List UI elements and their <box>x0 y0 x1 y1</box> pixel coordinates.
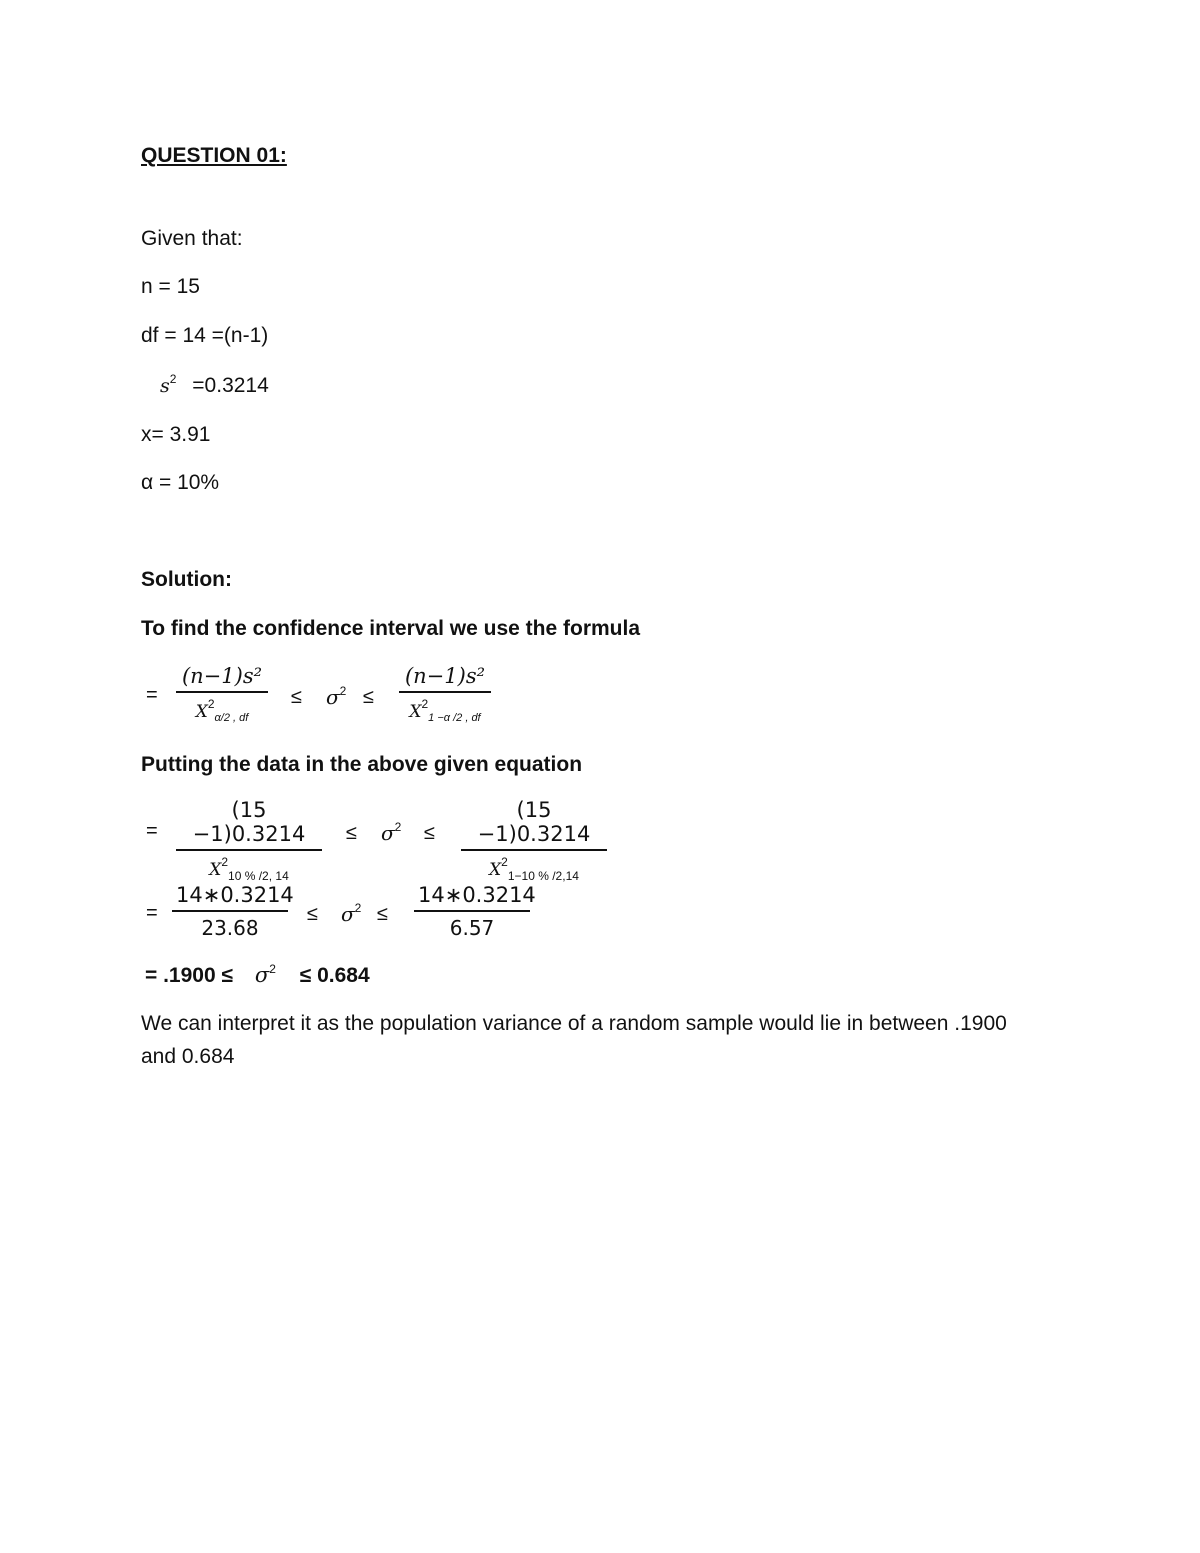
s-exponent: 2 <box>169 372 177 386</box>
given-s2 <box>160 372 269 398</box>
eq2-sigma <box>381 820 401 846</box>
sigma-exponent: 2 <box>354 901 362 915</box>
putting-intro: Putting the data in the above given equation <box>141 753 583 776</box>
s2-value: =0.3214 <box>192 374 269 397</box>
sigma-symbol: σ <box>341 902 355 926</box>
eq1-left-denominator <box>176 693 268 724</box>
eq3-left-fraction <box>172 883 294 940</box>
interpretation-line-1: We can interpret it as the population variance of a random sample would lie in between .1900 <box>141 1012 1007 1035</box>
result-right: ≤ 0.684 <box>299 964 370 987</box>
interpretation-line-2: and 0.684 <box>141 1045 235 1068</box>
sigma-exponent: 2 <box>339 684 347 698</box>
result-left: = .1900 ≤ <box>145 964 234 987</box>
chi-subscript: 10 % /2, 14 <box>228 869 289 883</box>
chi-symbol: X <box>489 860 502 880</box>
s-symbol: s <box>160 375 170 397</box>
eq2-le-left: ≤ <box>346 822 357 844</box>
eq3-sigma <box>341 901 361 927</box>
sigma-symbol: σ <box>254 963 270 987</box>
chi-exponent: 2 <box>421 697 429 711</box>
sigma-symbol: σ <box>381 821 395 845</box>
eq2-right-fraction <box>461 798 607 883</box>
chi-symbol: X <box>409 702 422 722</box>
page-title: QUESTION 01: <box>141 144 287 167</box>
chi-subscript: 1−10 % /2,14 <box>507 869 579 883</box>
eq3-le-left: ≤ <box>307 903 318 925</box>
chi-exponent: 2 <box>501 855 508 869</box>
eq1-left-numerator: (n−1)s² <box>176 664 268 693</box>
sigma-symbol: σ <box>326 685 340 709</box>
eq1-sigma <box>326 684 346 710</box>
eq2-equals: = <box>146 820 158 842</box>
chi-subscript: 1 −α /2 , df <box>428 712 481 724</box>
eq3-equals: = <box>146 902 158 924</box>
eq1-right-fraction <box>399 664 491 724</box>
eq2-right-denominator <box>461 851 607 883</box>
eq3-right-numerator: 14∗0.3214 <box>414 883 530 912</box>
given-x: x= 3.91 <box>141 423 211 446</box>
eq1-le-right: ≤ <box>363 686 374 708</box>
sigma-exponent: 2 <box>394 820 402 834</box>
chi-symbol: X <box>209 860 222 880</box>
solution-label: Solution: <box>141 568 232 591</box>
eq1-left-fraction <box>176 664 268 724</box>
chi-exponent: 2 <box>221 855 229 869</box>
eq1-equals: = <box>146 684 158 706</box>
result-sigma <box>255 964 276 987</box>
eq2-left-fraction <box>176 798 322 883</box>
eq1-right-denominator <box>399 693 491 724</box>
eq3-right-denominator: 6.57 <box>449 916 495 940</box>
chi-subscript: α/2 , df <box>214 712 249 724</box>
chi-symbol: X <box>195 702 208 722</box>
eq3-le-right: ≤ <box>377 903 388 925</box>
sigma-exponent: 2 <box>269 962 276 976</box>
eq1-le-left: ≤ <box>291 686 302 708</box>
given-df: df = 14 =(n-1) <box>141 324 269 347</box>
given-label: Given that: <box>141 227 243 250</box>
eq2-left-numerator: (15 −1)0.3214 <box>176 798 322 851</box>
eq2-le-right: ≤ <box>424 822 435 844</box>
given-n: n = 15 <box>141 275 200 298</box>
eq3-right-fraction <box>414 883 536 940</box>
chi-exponent: 2 <box>207 697 215 711</box>
eq2-left-denominator <box>176 851 322 883</box>
result-line <box>145 962 370 988</box>
eq2-right-numerator: (15 −1)0.3214 <box>461 798 607 851</box>
eq3-left-numerator: 14∗0.3214 <box>172 883 288 912</box>
eq1-right-numerator: (n−1)s² <box>399 664 491 693</box>
formula-intro: To find the confidence interval we use the formula <box>141 617 641 640</box>
given-alpha: α = 10% <box>141 471 220 494</box>
eq3-left-denominator: 23.68 <box>201 916 259 940</box>
